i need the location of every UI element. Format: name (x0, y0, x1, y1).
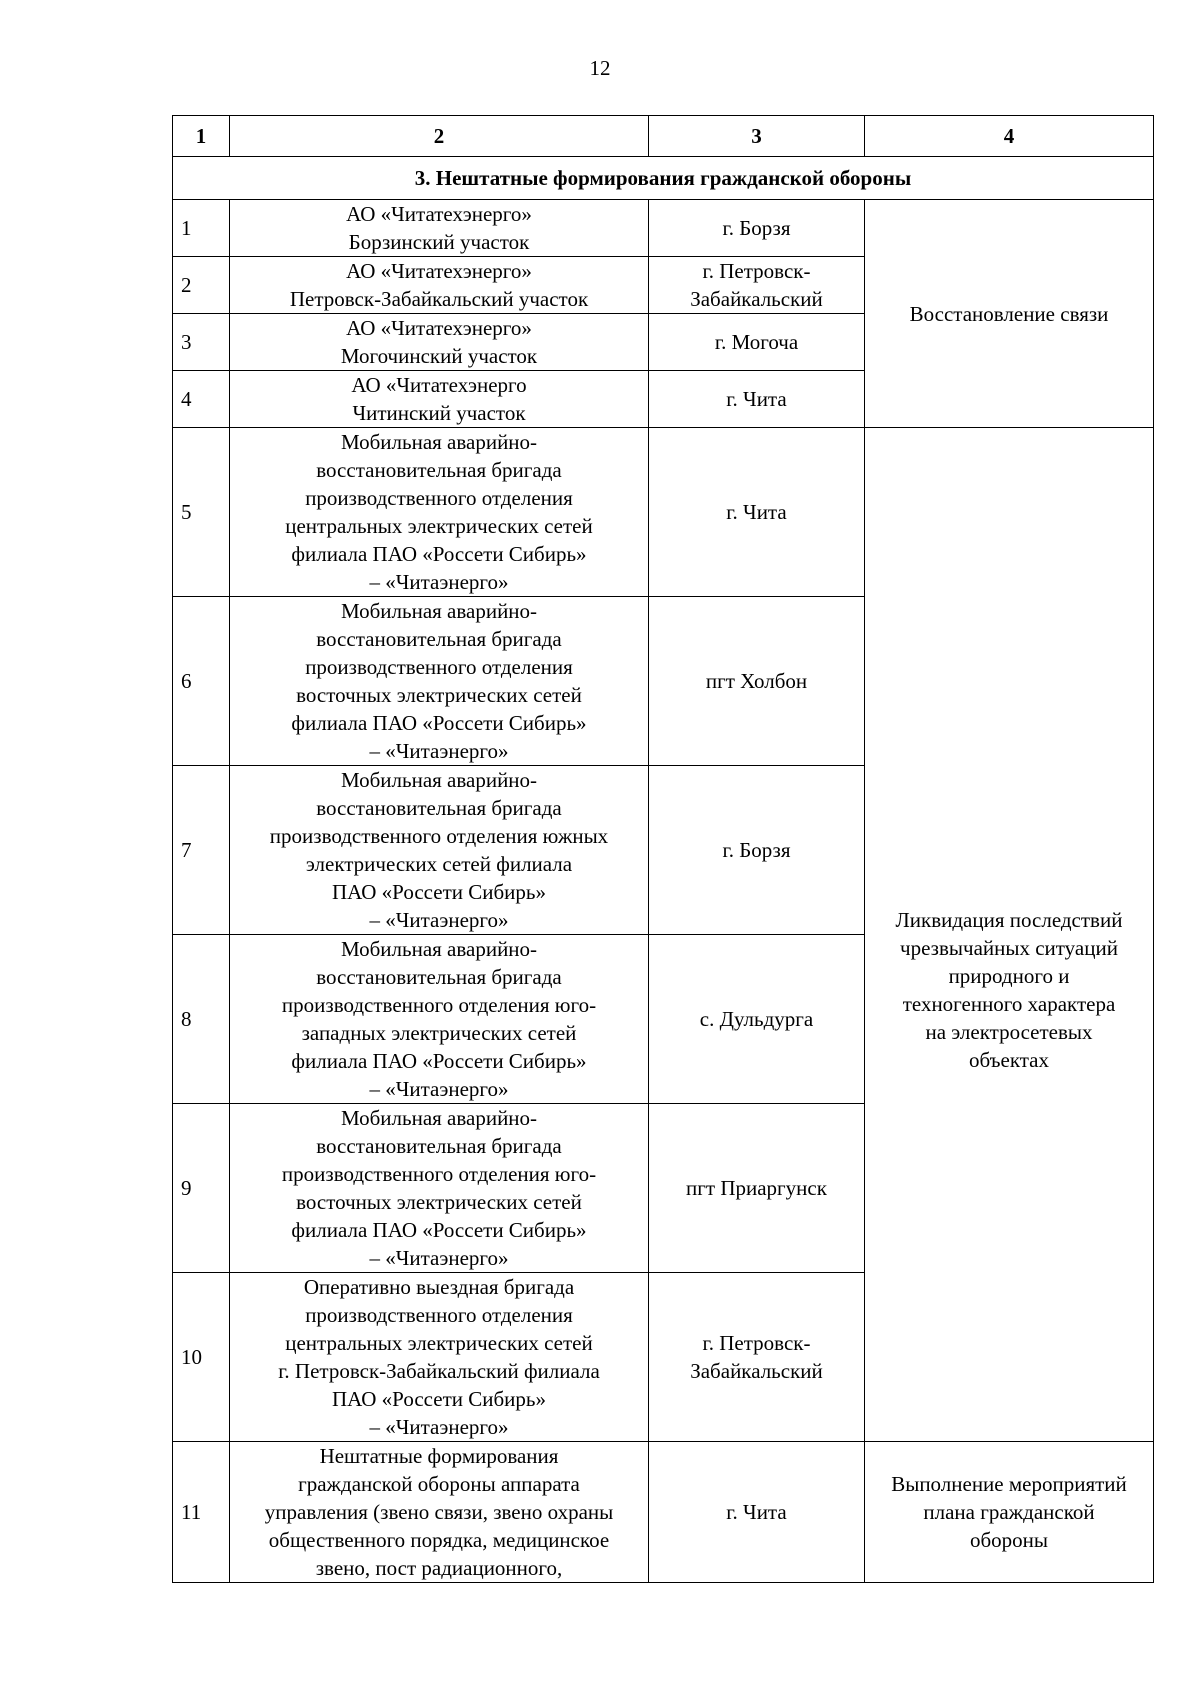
header-cell-2: 2 (230, 116, 649, 157)
cell-line: Борзинский участок (348, 230, 530, 254)
task-communication (865, 200, 1154, 428)
cell-line: Выполнение мероприятий (891, 1472, 1127, 1496)
cell-line: г. Борзя (722, 838, 791, 862)
location (649, 597, 865, 766)
location (649, 766, 865, 935)
cell-line: г. Могоча (714, 330, 799, 354)
cell-line: Ликвидация последствий (895, 907, 1123, 932)
cell-line: пгт Приаргунск (686, 1176, 827, 1200)
task-civil-defense (865, 1442, 1154, 1583)
cell-line: филиала ПАО «Россети Сибирь» (291, 1049, 587, 1073)
formation-name (230, 428, 649, 597)
section-title: 3. Нештатные формирования гражданской обороны (173, 157, 1154, 200)
cell-line: филиала ПАО «Россети Сибирь» (291, 1218, 587, 1242)
row-number: 2 (173, 257, 230, 314)
cell-line: Мобильная аварийно- (340, 768, 538, 792)
row-number: 1 (173, 200, 230, 257)
cell-line: плана гражданской (923, 1500, 1095, 1524)
cell-line: природного и (948, 963, 1070, 988)
row-number: 4 (173, 371, 230, 428)
formation-name (230, 1104, 649, 1273)
location (649, 1273, 865, 1442)
formation-name (230, 257, 649, 314)
header-cell-3: 3 (649, 116, 865, 157)
cell-line: техногенного характера (902, 991, 1116, 1016)
cell-line: Читинский участок (352, 401, 526, 425)
cell-line: восстановительная бригада (316, 627, 562, 651)
row-number: 5 (173, 428, 230, 597)
cell-line: Забайкальский (690, 287, 823, 311)
cell-line: филиала ПАО «Россети Сибирь» (291, 711, 587, 735)
formation-name (230, 935, 649, 1104)
cell-line: Забайкальский (690, 1359, 823, 1383)
cell-line: восстановительная бригада (316, 1134, 562, 1158)
cell-line: Мобильная аварийно- (340, 937, 538, 961)
location (649, 1104, 865, 1273)
cell-line: – «Читаэнерго» (369, 570, 509, 594)
cell-line: – «Читаэнерго» (369, 1077, 509, 1101)
formation-name (230, 597, 649, 766)
cell-line: пгт Холбон (705, 669, 808, 693)
cell-line: г. Петровск- (702, 259, 811, 283)
cell-line: – «Читаэнерго» (369, 1246, 509, 1270)
formation-name (230, 1273, 649, 1442)
cell-line: Мобильная аварийно- (340, 430, 538, 454)
cell-line: производственного отделения (305, 1303, 573, 1327)
cell-line: электрических сетей филиала (305, 852, 573, 876)
cell-line: г. Чита (726, 1500, 787, 1524)
cell-line: г. Петровск-Забайкальский филиала (278, 1359, 600, 1383)
cell-line: общественного порядка, медицинское (268, 1528, 610, 1552)
location (649, 935, 865, 1104)
header-cell-1: 1 (173, 116, 230, 157)
formation-name (230, 1442, 649, 1583)
cell-line: АО «Читатехэнерго» (346, 202, 532, 226)
location (649, 371, 865, 428)
cell-line: АО «Читатехэнерго (351, 373, 527, 397)
row-number: 7 (173, 766, 230, 935)
section-row (173, 157, 1154, 200)
cell-line: производственного отделения юго- (281, 993, 597, 1017)
row-number: 3 (173, 314, 230, 371)
cell-line: восстановительная бригада (316, 965, 562, 989)
cell-line: с. Дульдурга (699, 1007, 814, 1031)
cell-line: – «Читаэнерго» (369, 1415, 509, 1439)
cell-line: Оперативно выездная бригада (303, 1275, 575, 1299)
cell-line: на электросетевых (925, 1019, 1093, 1044)
cell-line: западных электрических сетей (301, 1021, 577, 1045)
page-number: 12 (589, 56, 611, 80)
header-cell-4: 4 (865, 116, 1154, 157)
cell-line: филиала ПАО «Россети Сибирь» (291, 542, 587, 566)
cell-line: гражданской обороны аппарата (298, 1472, 580, 1496)
formation-name (230, 314, 649, 371)
cell-line: г. Чита (726, 387, 787, 411)
cell-line: Петровск-Забайкальский участок (289, 287, 589, 311)
cell-line: г. Борзя (722, 216, 791, 240)
table-row (173, 428, 1154, 597)
cell-line: производственного отделения (305, 486, 573, 510)
cell-line: производственного отделения (305, 655, 573, 679)
cell-line: центральных электрических сетей (285, 514, 593, 538)
location (649, 200, 865, 257)
cell-line: чрезвычайных ситуаций (900, 935, 1118, 960)
formation-name (230, 766, 649, 935)
row-number: 8 (173, 935, 230, 1104)
cell-line: ПАО «Россети Сибирь» (331, 1387, 546, 1411)
row-number: 11 (173, 1442, 230, 1583)
cell-line: ПАО «Россети Сибирь» (331, 880, 546, 904)
formation-name (230, 371, 649, 428)
location (649, 428, 865, 597)
cell-line: восстановительная бригада (316, 458, 562, 482)
row-number: 6 (173, 597, 230, 766)
cell-line: Восстановление связи (909, 301, 1109, 326)
cell-line: г. Чита (726, 500, 787, 524)
cell-line: Мобильная аварийно- (340, 599, 538, 623)
cell-line: восточных электрических сетей (296, 683, 582, 707)
table-row (173, 200, 1154, 257)
cell-line: производственного отделения южных (269, 824, 609, 848)
formation-name (230, 200, 649, 257)
cell-line: производственного отделения юго- (281, 1162, 597, 1186)
cell-line: Нештатные формирования (319, 1444, 559, 1468)
cell-line: объектах (968, 1047, 1050, 1072)
cell-line: звено, пост радиационного, (315, 1556, 563, 1580)
cell-line: восточных электрических сетей (296, 1190, 582, 1214)
cell-line: АО «Читатехэнерго» (346, 259, 532, 283)
cell-line: обороны (969, 1528, 1049, 1552)
header-row (173, 116, 1154, 157)
row-number: 9 (173, 1104, 230, 1273)
row-number: 10 (173, 1273, 230, 1442)
cell-line: – «Читаэнерго» (369, 739, 509, 763)
cell-line: г. Петровск- (702, 1331, 811, 1355)
cell-line: – «Читаэнерго» (369, 908, 509, 932)
location (649, 257, 865, 314)
location (649, 314, 865, 371)
cell-line: АО «Читатехэнерго» (346, 316, 532, 340)
location (649, 1442, 865, 1583)
cell-line: Могочинский участок (340, 344, 538, 368)
cell-line: центральных электрических сетей (285, 1331, 593, 1355)
task-liquidation (865, 428, 1154, 1442)
cell-line: восстановительная бригада (316, 796, 562, 820)
cell-line: Мобильная аварийно- (340, 1106, 538, 1130)
cell-line: управления (звено связи, звено охраны (264, 1500, 614, 1524)
civil-defense-table (172, 115, 1154, 1583)
table-row (173, 1442, 1154, 1583)
